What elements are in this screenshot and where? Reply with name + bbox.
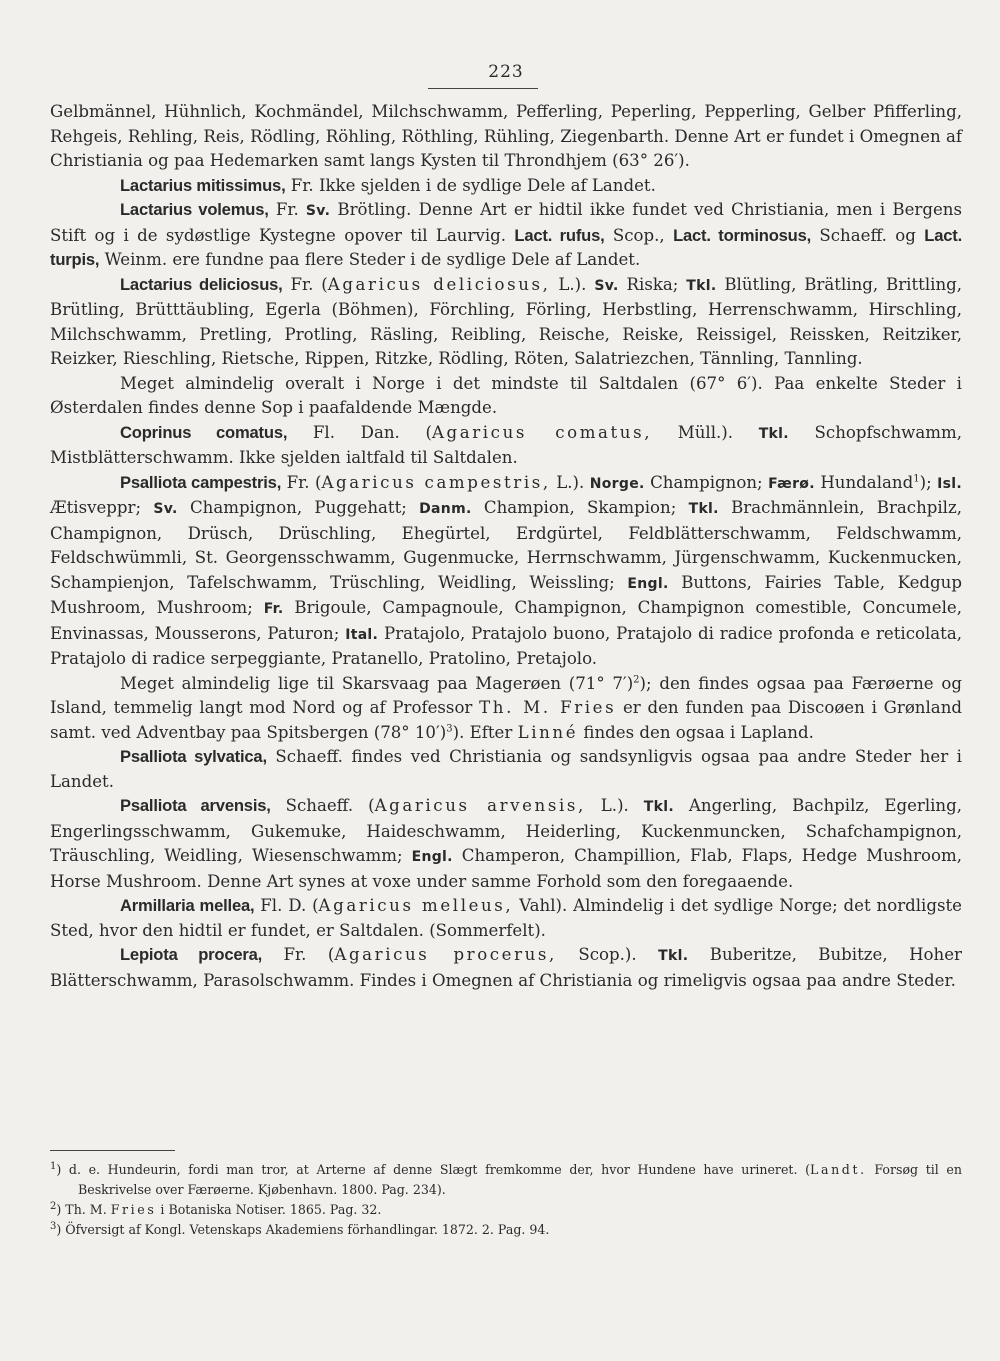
text-run: Schaeff. ( <box>270 796 375 815</box>
species-name: Armillaria mellea, <box>120 896 255 915</box>
footnote <box>50 1160 962 1200</box>
text-run: Schaeff. findes ved Christiania og sandsynligvis ogsaa paa andre Steder her i Landet. <box>50 747 962 791</box>
language-abbrev: Tkl. <box>758 425 789 442</box>
spaced-name: Agaricus arvensis, <box>374 796 586 815</box>
species-name: Lactarius deliciosus, <box>120 274 283 294</box>
text-run: Champignon; <box>644 472 769 492</box>
language-abbrev: Tkl. <box>658 948 689 964</box>
paragraph <box>50 174 962 199</box>
text-run: Fr. ( <box>262 945 335 964</box>
footnote <box>50 1220 962 1240</box>
paragraph <box>50 745 962 794</box>
text-run: Ætisveppr; <box>50 498 154 517</box>
text-run: i Botaniska Notiser. 1865. Pag. 32. <box>156 1202 382 1217</box>
text-run: Brötling. Denne Art er hidtil ikke fundet ved Christiania, men i Bergens Stift og i de sydøstlige Kystegne opover til Laurvig. <box>50 200 962 245</box>
text-run: Vahl). Almindelig i det sydlige Norge; det nordligste Sted, hvor den hidtil er fundet, er Saltdalen. (Sommerfelt). <box>50 896 962 940</box>
paragraph <box>50 794 962 894</box>
language-abbrev: Tkl. <box>643 799 674 815</box>
language-abbrev: Engl. <box>411 849 453 865</box>
text-run: Meget almindelig lige til Skarsvaag paa Magerøen (71° 7′) <box>120 673 634 693</box>
spaced-name: Agaricus campestris, <box>321 472 551 492</box>
text-run: Fl. D. ( <box>254 896 319 915</box>
text-run: L.). <box>550 472 590 492</box>
language-abbrev: Tkl. <box>688 501 719 517</box>
language-abbrev: Danm. <box>419 501 472 517</box>
language-abbrev: Sv. <box>594 277 619 294</box>
text-run: Meget almindelig overalt i Norge i det mindste til Saltdalen (67° 6′). Paa enkelte Steder i Østerdalen findes denne Sop i paafaldende Mængde. <box>50 373 962 417</box>
species-name: Psalliota campestris, <box>120 472 282 492</box>
spaced-name: Agaricus comatus, <box>431 422 653 442</box>
text-run: Fr. Ikke sjelden i de sydlige Dele af Landet. <box>285 175 656 195</box>
text-run: Blütling, Brätling, Brittling, Brütling, Brütttäubling, Egerla (Böhmen), Förchling, Förling, Herbstling, Herrenschwamm, Hirschling, Milchschwamm, Pretling, Protling, Räsling, Reibling, Reische, Reiske, Reissigel, Reissken, Reitziker, Reizker, Rieschling, Rietsche, Rippen, Ritzke, Rödling, Röten, Salatriezchen, Tännling, Tannling. <box>50 274 963 368</box>
text-run: Champion, Skampion; <box>471 498 689 517</box>
text-run: Champignon, Puggehatt; <box>177 498 420 517</box>
paragraph <box>50 273 962 372</box>
text-run: Weinm. ere fundne paa flere Steder i de sydlige Dele af Landet. <box>99 250 641 269</box>
language-abbrev: Norge. <box>589 475 645 492</box>
footnote-ref: 3 <box>50 1220 57 1232</box>
text-run: Riska; <box>618 274 687 294</box>
language-abbrev: Sv. <box>305 203 331 219</box>
species-name: Lact. turpis, <box>50 225 962 269</box>
footnote <box>50 1200 962 1220</box>
language-abbrev: Ital. <box>345 626 379 643</box>
species-name: Psalliota arvensis, <box>120 796 271 815</box>
spaced-name: Th. M. Fries <box>479 698 617 717</box>
species-name: Lactarius volemus, <box>120 200 269 219</box>
species-name: Lactarius mitissimus, <box>120 175 286 195</box>
footnote-ref: 3 <box>446 722 453 734</box>
spaced-name: Linné <box>517 722 579 742</box>
text-run: findes den ogsaa i Lapland. <box>578 722 814 742</box>
text-run: er den funden paa Discoøen i Grønland samt. ved Adventbay paa Spitsbergen (78° 10′) <box>50 698 962 742</box>
text-run: Angerling, Bachpilz, Egerling, Engerlingsschwamm, Gukemuke, Haideschwamm, Heiderling, Kuckenmuncken, Schafchampignon, Träuschling, Weidling, Wiesenschwamm; <box>50 796 963 865</box>
paragraph <box>50 672 962 746</box>
text-run: ). Efter <box>452 722 518 742</box>
spaced-name: Agaricus procerus, <box>334 945 557 964</box>
text-run: ) Öfversigt af Kongl. Vetenskaps Akademiens förhandlingar. 1872. 2. Pag. 94. <box>56 1222 550 1237</box>
text-run: L.). <box>550 274 595 294</box>
spaced-name: Agaricus melleus, <box>318 896 514 915</box>
page-number: 223 <box>488 62 524 82</box>
language-abbrev: Fr. <box>263 601 284 617</box>
text-run: Brachmännlein, Brachpilz, Champignon, Drüsch, Drüschling, Ehegürtel, Erdgürtel, Feldblätterschwamm, Feldschwamm, Feldschwümmli, St. Georgensschwamm, Gugenmucke, Herrnschwamm, Jürgenschwamm, Kuckenmucken, Schampienjon, Tafelschwamm, Trüschling, Weidling, Weissling; <box>50 498 963 592</box>
text-run: ) d. e. Hundeurin, fordi man tror, at Arterne af denne Slægt fremkomme der, hvor Hundene have urineret. ( <box>56 1162 810 1177</box>
footnote-ref: 2 <box>50 1200 57 1212</box>
text-run: Scop., <box>604 225 674 245</box>
language-abbrev: Engl. <box>627 575 669 592</box>
text-run: Brigoule, Campagnoule, Champignon, Champignon comestible, Concumele, Envinassas, Mousserons, Paturon; <box>50 598 962 643</box>
language-abbrev: Tkl. <box>686 277 717 294</box>
text-run: Scop.). <box>556 945 659 964</box>
text-run: Pratajolo, Pratajolo buono, Pratajolo di radice profonda e reticolata, Pratajolo di radice serpeggiante, Pratanello, Pratolino, Pretajolo. <box>50 623 963 668</box>
species-name: Coprinus comatus, <box>120 422 288 442</box>
footnote-ref: 1 <box>913 472 920 484</box>
spaced-name: Fries <box>110 1202 157 1217</box>
text-run: Fl. Dan. ( <box>287 422 432 442</box>
text-run: L.). <box>585 796 644 815</box>
footnote-ref: 1 <box>50 1160 57 1172</box>
language-abbrev: Færø. <box>768 475 815 492</box>
spaced-name: Agaricus deliciosus, <box>327 274 551 294</box>
text-run: Buberitze, Bubitze, Hoher Blätterschwamm, Parasolschwamm. Findes i Omegnen af Christiania og rimeligvis ogsaa paa andre Steder. <box>50 945 962 990</box>
footnotes <box>50 1160 962 1240</box>
text-run: Hundaland <box>814 472 914 492</box>
spaced-name: Landt. <box>810 1162 867 1177</box>
species-name: Lepiota procera, <box>120 945 263 964</box>
text-run: Gelbmännel, Hühnlich, Kochmändel, Milchschwamm, Pefferling, Peperling, Pepperling, Gelber Pfifferling, Rehgeis, Rehling, Reis, Rödling, Röhling, Röthling, Rühling, Ziegenbarth. Denne Art er fundet i Omegnen af Christiania og paa Hedemarken samt langs Kysten til Throndhjem (63° 26′). <box>50 102 962 170</box>
text-run: Champeron, Champillion, Flab, Flaps, Hedge Mushroom, Horse Mushroom. Denne Art synes at voxe under samme Forhold som den foregaaende. <box>50 846 962 891</box>
text-run: ); den findes ogsaa paa Færøerne og Island, temmelig langt mod Nord og af Professor <box>50 673 962 717</box>
footnote-ref: 2 <box>633 673 640 685</box>
text-run: Schopfschwamm, Mistblätterschwamm. Ikke sjelden ialtfald til Saltdalen. <box>50 422 962 467</box>
text-run: Fr. <box>268 200 306 219</box>
text-run: Buttons, Fairies Table, Kedgup Mushroom, Mushroom; <box>50 572 962 617</box>
paragraph <box>50 100 962 174</box>
paragraph <box>50 943 962 993</box>
language-abbrev: Isl. <box>937 475 962 492</box>
paragraph <box>50 372 962 421</box>
text-run: ) Th. M. <box>56 1202 111 1217</box>
footnote-rule <box>50 1150 175 1151</box>
paragraph <box>50 894 962 943</box>
species-name: Psalliota sylvatica, <box>120 747 267 766</box>
paragraph <box>50 198 962 273</box>
main-text <box>50 100 962 993</box>
text-run: Fr. ( <box>281 472 322 492</box>
paragraph <box>50 421 962 471</box>
text-run: Forsøg til en Beskrivelse over Færøerne. Kjøbenhavn. 1800. Pag. 234). <box>78 1162 962 1197</box>
text-run: Fr. ( <box>282 274 328 294</box>
text-run: Schaeff. og <box>811 225 925 245</box>
species-name: Lact. torminosus, <box>673 225 812 245</box>
species-name: Lact. rufus, <box>514 225 605 245</box>
page-number-rule <box>428 88 538 89</box>
text-run: ); <box>919 472 938 492</box>
text-run: Müll.). <box>652 422 759 442</box>
paragraph <box>50 471 962 672</box>
language-abbrev: Sv. <box>153 501 178 517</box>
